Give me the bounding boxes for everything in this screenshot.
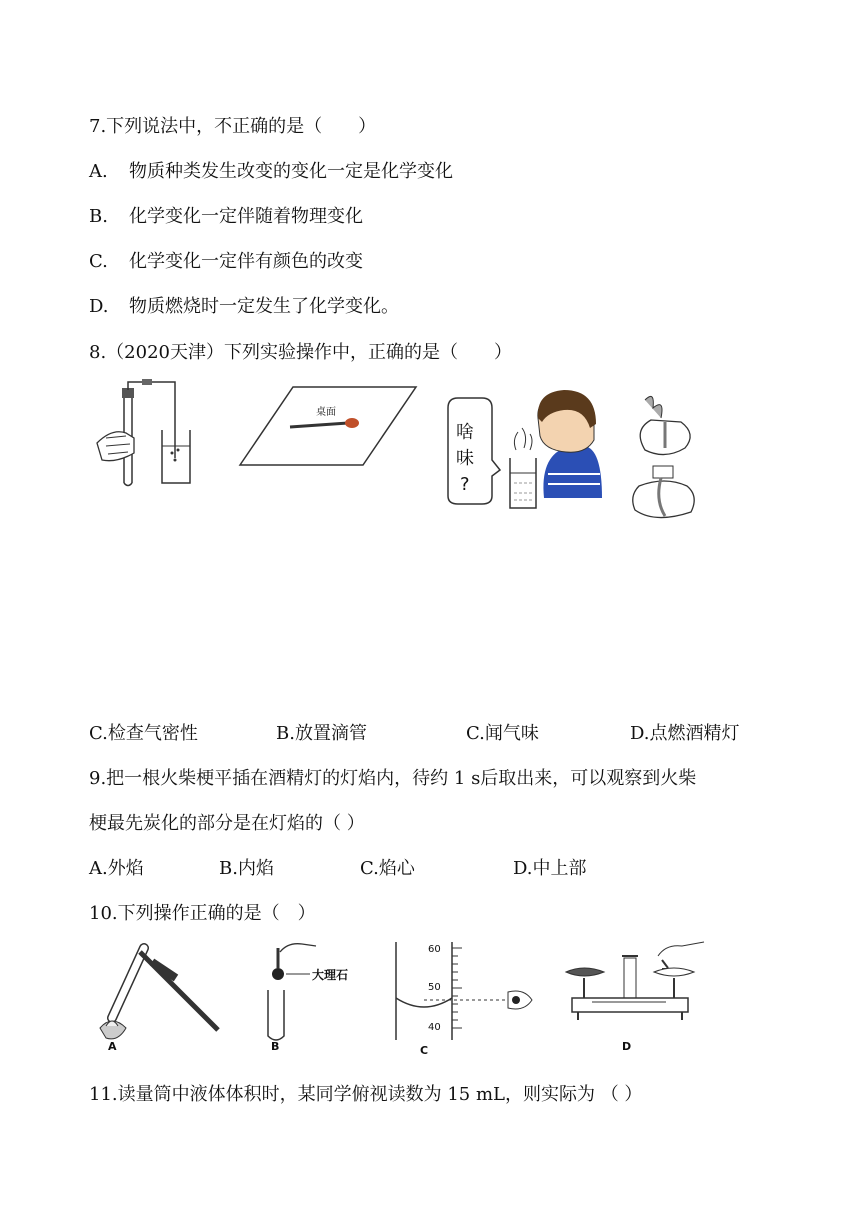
option-text: 化学变化一定伴有颜色的改变	[129, 251, 363, 272]
fig-d-label: D	[622, 1040, 632, 1053]
fig-c-label: C	[420, 1044, 429, 1057]
fig-b-label: B	[271, 1040, 280, 1053]
option-text: 物质燃烧时一定发生了化学变化。	[129, 296, 399, 317]
option-letter: C.	[89, 251, 108, 272]
option-letter: A.	[89, 161, 108, 182]
figure-b-adding-marble	[258, 938, 368, 1053]
figure-smelling	[444, 388, 604, 518]
option-letter: B.	[89, 206, 108, 227]
q7-stem: 7.下列说法中，不正确的是（ ）	[89, 116, 377, 137]
figure-dropper-on-table	[238, 385, 418, 475]
q9-option-d: D.中上部	[513, 858, 587, 879]
q9-stem-line1: 9.把一根火柴梗平插在酒精灯的灯焰内，待约 1 s后取出来，可以观察到火柴	[89, 768, 697, 789]
figure-c-cylinder-reading	[390, 940, 540, 1060]
q9-option-a: A.外焰	[89, 858, 144, 879]
bubble-char-1: 啥	[456, 422, 474, 443]
q9-option-b: B.内焰	[219, 858, 274, 879]
figure-d-balance-weighing	[562, 938, 712, 1058]
tick-40: 40	[428, 1022, 441, 1033]
q8-option-c2: C.闻气味	[466, 723, 539, 744]
q10-stem: 10.下列操作正确的是（ ）	[89, 903, 316, 924]
bubble-char-3: ?	[460, 474, 470, 495]
q8-stem: 8.（2020天津）下列实验操作中，正确的是（ ）	[89, 342, 512, 363]
q7-option-c	[89, 250, 363, 274]
marble-label: 大理石	[312, 968, 349, 982]
option-letter: D.	[89, 296, 109, 317]
option-text: 化学变化一定伴随着物理变化	[129, 206, 363, 227]
q7-option-b	[89, 205, 363, 229]
figure-alcohol-lamp-lighting	[625, 390, 700, 525]
bubble-char-2: 味	[456, 448, 474, 469]
figure-airtightness-check	[92, 388, 202, 488]
q9-option-c: C.焰心	[360, 858, 415, 879]
figure-a-heating-tube	[92, 938, 222, 1053]
fig-a-label: A	[108, 1040, 117, 1053]
tick-50: 50	[428, 982, 441, 993]
q9-stem-line2: 梗最先炭化的部分是在灯焰的（ ）	[89, 813, 365, 834]
q8-option-c1: C.检查气密性	[89, 723, 198, 744]
option-text: 物质种类发生改变的变化一定是化学变化	[129, 161, 453, 182]
q7-option-a	[89, 160, 453, 184]
q8-option-d: D.点燃酒精灯	[630, 723, 740, 744]
q11-stem: 11.读量筒中液体体积时，某同学俯视读数为 15 mL，则实际为 （ ）	[89, 1084, 643, 1105]
q8-option-b: B.放置滴管	[276, 723, 367, 744]
table-surface-label: 桌面	[316, 407, 336, 418]
q7-option-d	[89, 295, 399, 319]
tick-60: 60	[428, 944, 441, 955]
